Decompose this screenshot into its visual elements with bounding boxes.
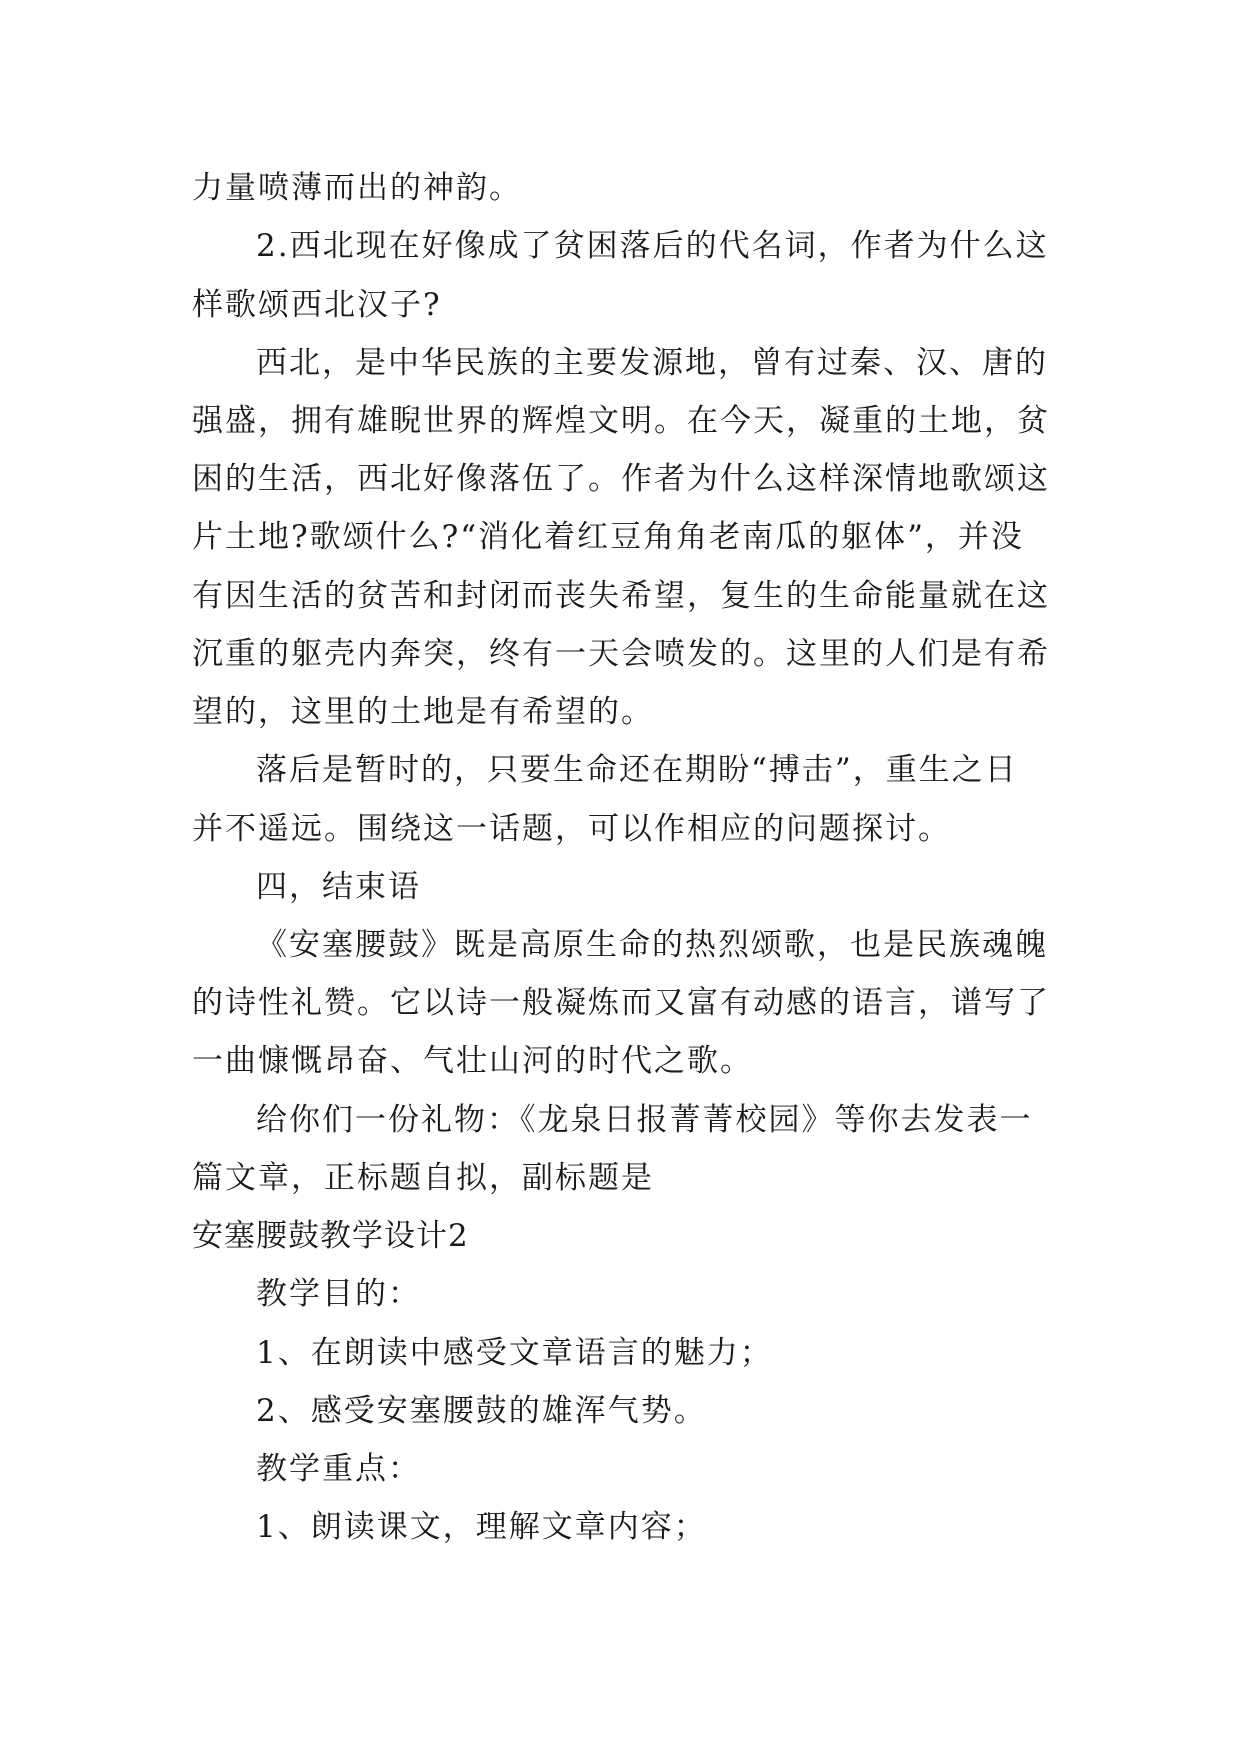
document-title: 安塞腰鼓教学设计2 bbox=[192, 1218, 469, 1254]
paragraph-line: 西北，是中华民族的主要发源地，曾有过秦、汉、唐的 bbox=[256, 345, 1048, 381]
question-line: 样歌颂西北汉子? bbox=[192, 287, 442, 323]
paragraph-line: 力量喷薄而出的神韵。 bbox=[192, 170, 522, 206]
paragraph-line: 并不遥远。围绕这一话题，可以作相应的问题探讨。 bbox=[192, 811, 951, 847]
paragraph-line: 沉重的躯壳内奔突，终有一天会喷发的。这里的人们是有希 bbox=[192, 636, 1050, 672]
paragraph-line: 一曲慷慨昂奋、气壮山河的时代之歌。 bbox=[192, 1043, 753, 1079]
list-item: 1、在朗读中感受文章语言的魅力； bbox=[256, 1335, 773, 1371]
paragraph-line: 落后是暂时的，只要生命还在期盼“搏击”，重生之日 bbox=[256, 752, 1018, 788]
paragraph-line: 片土地?歌颂什么?“消化着红豆角角老南瓜的躯体”，并没 bbox=[192, 519, 1024, 555]
paragraph-line: 篇文章，正标题自拟，副标题是 bbox=[192, 1160, 654, 1196]
list-item: 1、朗读课文，理解文章内容； bbox=[256, 1509, 707, 1545]
section-heading: 四，结束语 bbox=[256, 869, 421, 905]
section-heading: 教学重点： bbox=[256, 1451, 421, 1487]
paragraph-line: 困的生活，西北好像落伍了。作者为什么这样深情地歌颂这 bbox=[192, 461, 1050, 497]
paragraph-line: 给你们一份礼物：《龙泉日报菁菁校园》等你去发表一 bbox=[256, 1102, 1033, 1138]
list-item: 2、感受安塞腰鼓的雄浑气势。 bbox=[256, 1393, 707, 1429]
paragraph-line: 的诗性礼赞。它以诗一般凝炼而又富有动感的语言，谱写了 bbox=[192, 985, 1050, 1021]
paragraph-line: 有因生活的贫苦和封闭而丧失希望，复生的生命能量就在这 bbox=[192, 578, 1050, 614]
section-heading: 教学目的： bbox=[256, 1276, 421, 1312]
paragraph-line: 强盛，拥有雄睨世界的辉煌文明。在今天，凝重的土地，贫 bbox=[192, 403, 1050, 439]
question-line: 2.西北现在好像成了贫困落后的代名词，作者为什么这 bbox=[256, 228, 1049, 264]
paragraph-line: 望的，这里的土地是有希望的。 bbox=[192, 694, 654, 730]
paragraph-line: 《安塞腰鼓》既是高原生命的热烈颂歌，也是民族魂魄 bbox=[256, 927, 1048, 963]
